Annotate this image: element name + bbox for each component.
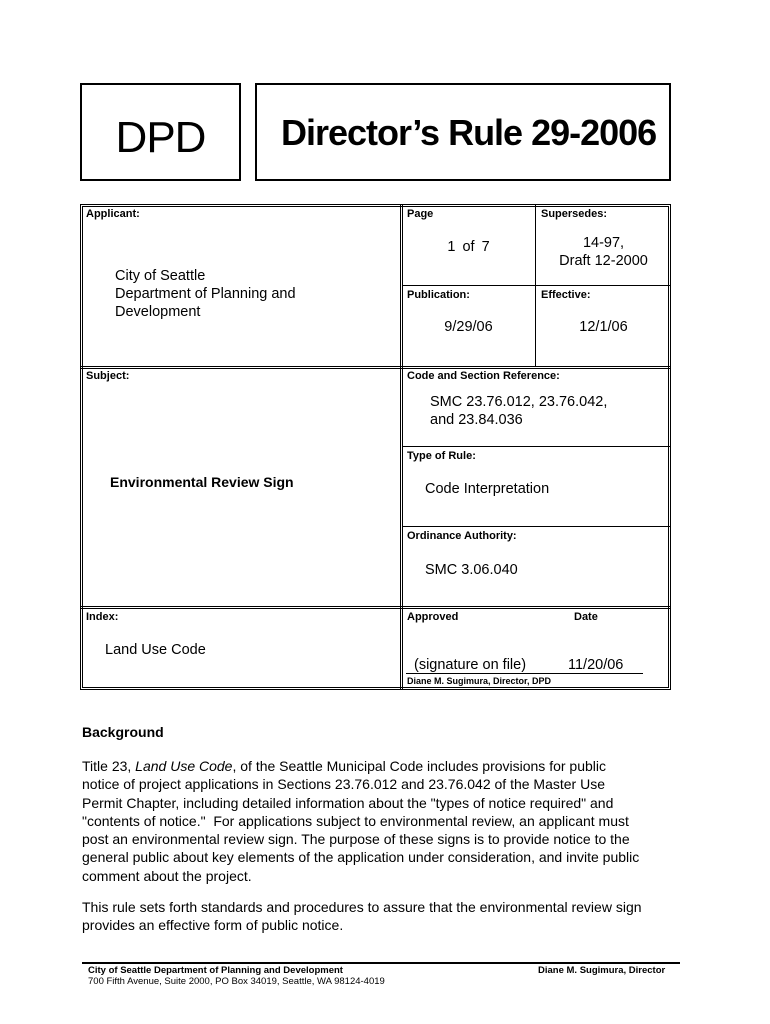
ordinance-value: SMC 3.06.040 [425,562,518,578]
code-ref-line: and 23.84.036 [430,412,523,428]
index-value: Land Use Code [105,642,206,658]
table-divider [402,446,671,447]
paragraph-line: post an environmental review sign. The purpose of these signs is to provide notice to the [82,831,630,848]
date-label: Date [574,611,598,623]
publication-value: 9/29/06 [444,319,493,335]
footer-rule [82,962,680,964]
code-ref-line: SMC 23.76.012, 23.76.042, [430,394,608,410]
page-label: Page [407,208,434,220]
approved-label: Approved [407,611,459,623]
dpd-logo-box [80,83,241,181]
paragraph-line: general public about key elements of the application under consideration, and invite public [82,849,640,866]
subject-label: Subject: [86,370,130,382]
signature-line [406,673,643,674]
table-divider [402,285,671,286]
supersedes-label: Supersedes: [541,208,608,220]
supersedes-line: Draft 12-2000 [559,253,648,269]
dpd-logo-text: DPD [115,113,206,162]
rule-paragraph [82,898,642,935]
paragraph-line: Permit Chapter, including detailed information about the "types of notice required" and [82,794,614,811]
supersedes-value [536,234,671,270]
page-title: Director’s Rule 29-2006 [281,112,657,153]
title-box [255,83,671,181]
text-span: , of the Seattle Municipal Code includes provisions for public [232,758,607,774]
subject-value: Environmental Review Sign [110,474,294,490]
type-label: Type of Rule: [407,450,476,462]
paragraph-line: comment about the project. [82,867,252,884]
table-divider [80,366,403,369]
table-divider [400,204,403,690]
type-value: Code Interpretation [425,481,550,497]
supersedes-line: 14-97, [582,235,625,251]
paragraph-line: This rule sets forth standards and procedures to assure that the environmental review sign [82,899,642,915]
table-divider [402,606,671,609]
table-divider [402,526,671,527]
signature-text: (signature on file) [414,657,527,673]
applicant-label: Applicant: [86,208,140,220]
footer-org: City of Seattle Department of Planning and Development [88,965,343,976]
applicant-line: City of Seattle [115,268,206,284]
table-divider [535,204,536,367]
background-heading: Background [82,724,164,740]
publication-label: Publication: [407,289,470,301]
background-paragraph [82,757,639,885]
code-ref-label: Code and Section Reference: [407,370,560,382]
paragraph-line: provides an effective form of public notice. [82,917,344,934]
land-use-code-italic: Land Use Code [135,758,233,774]
footer-director: Diane M. Sugimura, Director [538,965,666,976]
page-value: 1 of 7 [447,239,490,255]
effective-label: Effective: [541,289,591,301]
text-span: Title 23, [82,758,136,774]
signer-name: Diane M. Sugimura, Director, DPD [407,676,552,686]
index-label: Index: [86,611,119,623]
table-divider [80,606,403,609]
applicant-line: Department of Planning and [115,286,296,302]
ordinance-label: Ordinance Authority: [407,530,517,542]
paragraph-line: notice of project applications in Sections 23.76.012 and 23.76.042 of the Master Use [82,776,606,793]
paragraph-line [82,757,639,775]
footer-address: 700 Fifth Avenue, Suite 2000, PO Box 34019, Seattle, WA 98124-4019 [88,976,385,987]
table-divider [402,366,671,369]
signature-date: 11/20/06 [568,657,624,673]
applicant-line: Development [115,304,201,320]
applicant-value [115,267,296,321]
effective-value: 12/1/06 [579,319,628,335]
code-ref-value [430,393,607,429]
paragraph-line: "contents of notice." For applications subject to environmental review, an applicant must [82,812,629,829]
